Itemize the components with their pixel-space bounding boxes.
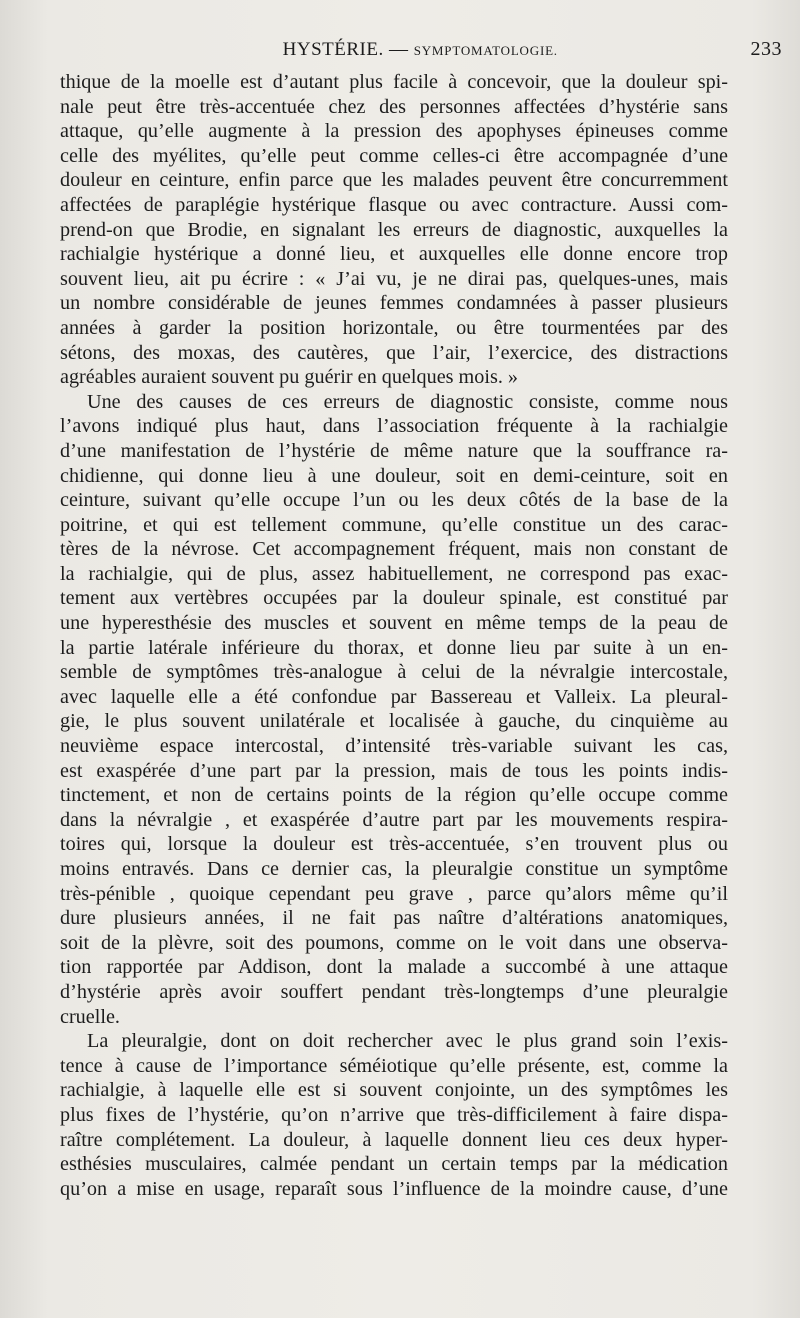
text-line: plus fixes de l’hystérie, qu’on n’arrive que très-difficilement à faire dispa-	[60, 1103, 728, 1126]
text-line: affectées de paraplégie hystérique flasque ou avec contracture. Aussi com-	[60, 193, 728, 216]
text-line: soit de la plèvre, soit des poumons, comme on le voit dans une observa-	[60, 931, 728, 954]
text-line: d’hystérie après avoir souffert pendant très-longtemps d’une pleuralgie	[60, 980, 728, 1003]
text-line: ceinture, suivant qu’elle occupe l’un ou les deux côtés de la base de la	[60, 489, 728, 512]
running-title-dash: —	[388, 39, 409, 60]
text-line: tement aux vertèbres occupées par la douleur spinale, est constitué par	[60, 587, 728, 610]
text-line: d’une manifestation de l’hystérie de même nature que la souffrance ra-	[60, 439, 728, 462]
text-line: gie, le plus souvent unilatérale et localisée à gauche, du cinquième au	[60, 710, 728, 733]
text-line: sétons, des moxas, des cautères, que l’air, l’exercice, des distractions	[60, 341, 728, 364]
text-line: celle des myélites, qu’elle peut comme celles-ci être accompagnée d’une	[60, 144, 728, 167]
text-line: prend-on que Brodie, en signalant les erreurs de diagnostic, auxquelles la	[60, 218, 728, 241]
text-line: la rachialgie, qui de plus, assez habituellement, ne correspond pas exac-	[60, 562, 728, 585]
paragraph-start-line: Une des causes de ces erreurs de diagnostic consiste, comme nous	[87, 390, 728, 413]
running-title-main: HYSTÉRIE.	[282, 39, 384, 60]
page-number: 233	[750, 38, 782, 60]
text-line: attaque, qu’elle augmente à la pression des apophyses épineuses comme	[60, 120, 728, 143]
running-title	[60, 39, 751, 61]
text-line: souvent lieu, ait pu écrire : « J’ai vu, je ne dirai pas, quelques-unes, mais	[60, 267, 728, 290]
text-line: dure plusieurs années, il ne fait pas naître d’altérations anatomiques,	[60, 907, 728, 930]
text-line: douleur en ceinture, enfin parce que les malades peuvent être concurremment	[60, 169, 728, 192]
running-title-sub: SYMPTOMATOLOGIE.	[413, 43, 558, 58]
text-line: cruelle.	[60, 1005, 120, 1028]
text-line: esthésies musculaires, calmée pendant un certain temps par la médication	[60, 1153, 728, 1176]
text-line: très-pénible , quoique cependant peu grave , parce qu’alors même qu’il	[60, 882, 728, 905]
text-line: un nombre considérable de jeunes femmes condamnées à passer plusieurs	[60, 292, 728, 315]
paragraph-start-line: La pleuralgie, dont on doit rechercher avec le plus grand soin l’exis-	[87, 1030, 728, 1053]
text-line: tinctement, et non de certains points de la région qu’elle occupe comme	[60, 784, 728, 807]
text-line: rachialgie, à laquelle elle est si souvent conjointe, un des symptômes les	[60, 1079, 728, 1102]
text-line: nale peut être très-accentuée chez des personnes affectées d’hystérie sans	[60, 95, 728, 118]
text-line: tence à cause de l’importance séméiotique qu’elle présente, est, comme la	[60, 1054, 728, 1077]
text-line: chidienne, qui donne lieu à une douleur, soit en demi-ceinture, soit en	[60, 464, 728, 487]
text-line: dans la névralgie , et exaspérée d’autre part par les mouvements respira-	[60, 808, 728, 831]
text-line: tères de la névrose. Cet accompagnement fréquent, mais non constant de	[60, 538, 728, 561]
text-line: poitrine, et qui est tellement commune, qu’elle constitue un des carac-	[60, 513, 728, 536]
text-line: raître complétement. La douleur, à laquelle donnent lieu ces deux hyper-	[60, 1128, 728, 1151]
text-line: semble de symptômes très-analogue à celui de la névralgie intercostale,	[60, 661, 728, 684]
text-line: l’avons indiqué plus haut, dans l’association fréquente à la rachialgie	[60, 415, 728, 438]
text-line: années à garder la position horizontale, ou être tourmentées par des	[60, 316, 728, 339]
text-line: thique de la moelle est d’autant plus facile à concevoir, que la douleur spi-	[60, 71, 728, 93]
running-header	[60, 38, 782, 68]
text-line: agréables auraient souvent pu guérir en quelques mois. »	[60, 366, 519, 389]
text-line: toires qui, lorsque la douleur est très-accentuée, s’en trouvent plus ou	[60, 833, 728, 856]
text-line: rachialgie hystérique a donné lieu, et auxquelles elle donne encore trop	[60, 243, 728, 266]
text-line: moins entravés. Dans ce dernier cas, la pleuralgie constitue un symptôme	[60, 858, 728, 880]
body-text	[60, 70, 728, 1201]
text-line: qu’on a mise en usage, reparaît sous l’influence de la moindre cause, d’une	[60, 1177, 728, 1200]
text-line: une hyperesthésie des muscles et souvent en même temps de la peau de	[60, 612, 728, 635]
text-line: la partie latérale inférieure du thorax, et donne lieu par suite à un en-	[60, 636, 728, 659]
text-line: est exaspérée d’une part par la pression, mais de tous les points indis-	[60, 759, 728, 782]
text-line: avec laquelle elle a été confondue par Bassereau et Valleix. La pleural-	[60, 685, 728, 708]
text-line: neuvième espace intercostal, d’intensité très-variable suivant les cas,	[60, 735, 728, 758]
text-line: tion rapportée par Addison, dont la malade a succombé à une attaque	[60, 956, 728, 979]
